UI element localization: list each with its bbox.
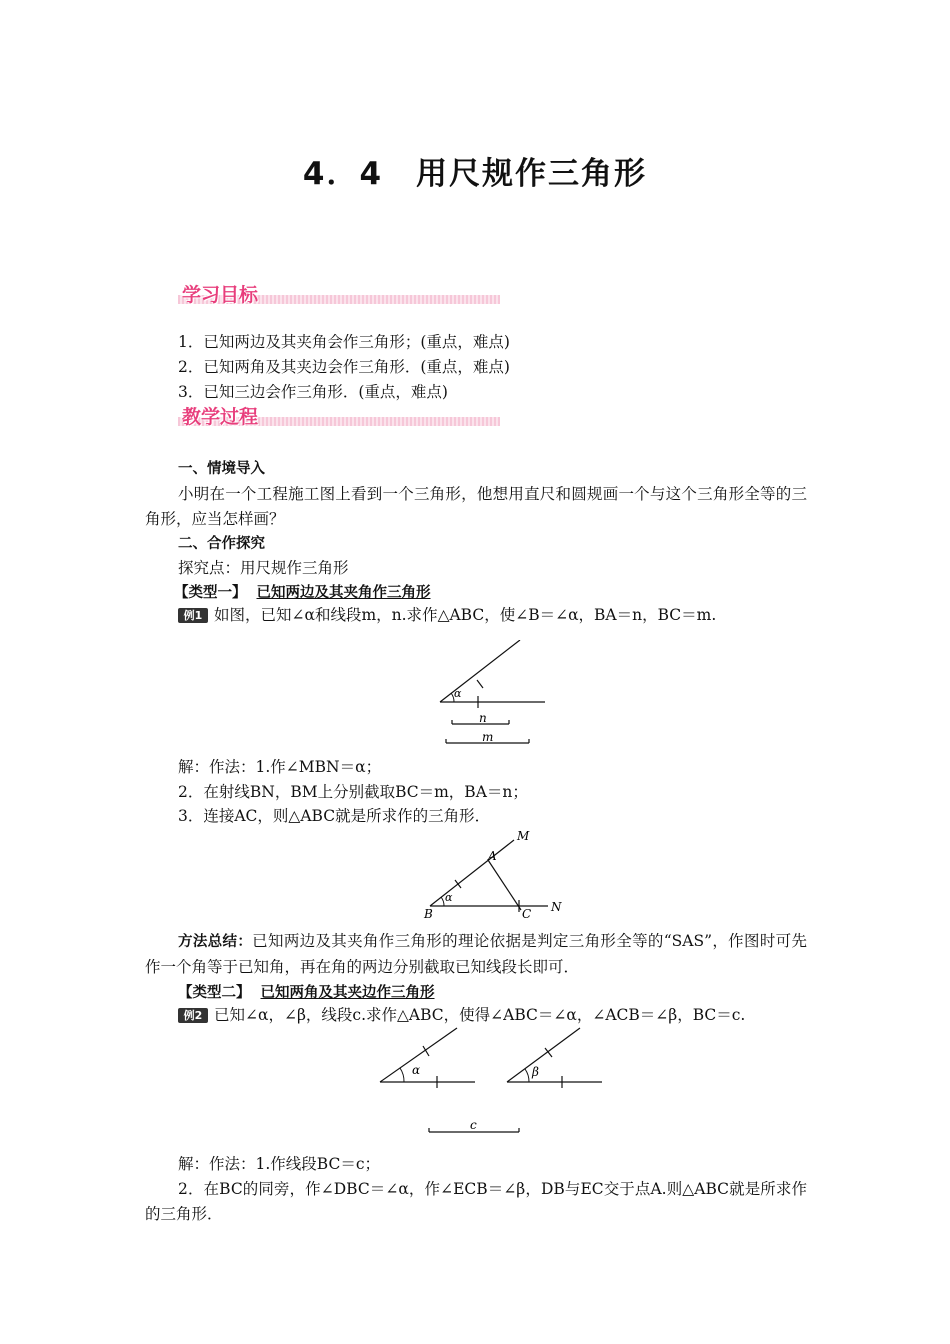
alpha-label: α bbox=[412, 1063, 421, 1077]
figure-angles-alpha-beta-segment bbox=[375, 1022, 610, 1137]
objective-item: 2．已知两角及其夹边会作三角形．(重点，难点) bbox=[178, 358, 510, 376]
angle-arc bbox=[441, 897, 444, 906]
section2-heading: 二、合作探究 bbox=[178, 536, 265, 552]
solution2-line: 2．在BC的同旁，作∠DBC＝∠α，作∠ECB＝∠β，DB与EC交于点A.则△ABC就是所求作的三角形． bbox=[145, 1180, 807, 1223]
objectives-banner-label: 学习目标 bbox=[182, 284, 259, 306]
process-banner bbox=[178, 406, 500, 428]
section1-text: 小明在一个工程施工图上看到一个三角形，他想用直尺和圆规画一个与这个三角形全等的三角形，应当怎样画？ bbox=[145, 485, 807, 528]
solution2-line: 解：作法：1.作线段BC＝c； bbox=[178, 1155, 381, 1173]
process-banner-label: 教学过程 bbox=[182, 406, 259, 428]
method-text: 已知两边及其夹角作三角形的理论依据是判定三角形全等的“SAS”，作图时可先作一个角等于已知角，再在角的两边分别截取已知线段长即可． bbox=[145, 932, 808, 976]
figure-angle-alpha-segments bbox=[430, 640, 560, 750]
vertex-label-n: N bbox=[551, 900, 562, 914]
tick-mark bbox=[477, 680, 483, 688]
angle-arc bbox=[400, 1068, 404, 1082]
type2-tag: 【类型二】 bbox=[178, 985, 251, 1001]
objectives-banner bbox=[178, 284, 500, 306]
figure-triangle-abc-sas bbox=[418, 826, 568, 922]
solution1-line: 解：作法：1.作∠MBN＝α； bbox=[178, 758, 382, 776]
angle-arc bbox=[525, 1069, 529, 1082]
alpha-label: α bbox=[445, 891, 453, 904]
angle-slant-ray bbox=[440, 640, 520, 702]
section1-heading: 一、情境导入 bbox=[178, 461, 265, 477]
type2-heading bbox=[178, 980, 435, 1005]
type1-heading bbox=[174, 580, 431, 605]
ray-bm bbox=[430, 840, 514, 906]
type2-title: 已知两角及其夹边作三角形 bbox=[260, 985, 435, 1001]
solution1-line: 3．连接AC，则△ABC就是所求作的三角形． bbox=[178, 807, 491, 825]
tick-mark bbox=[455, 880, 461, 888]
objective-item: 3．已知三边会作三角形．(重点，难点) bbox=[178, 383, 448, 401]
explore-point: 探究点：用尺规作三角形 bbox=[178, 559, 349, 577]
vertex-label-b: B bbox=[424, 907, 433, 921]
example1-badge: 例1 bbox=[178, 608, 208, 623]
type1-tag: 【类型一】 bbox=[174, 585, 247, 601]
m-label: m bbox=[482, 730, 494, 744]
type1-title: 已知两边及其夹角作三角形 bbox=[256, 585, 431, 601]
beta-slant-ray bbox=[507, 1028, 580, 1082]
page-title: 4．4 用尺规作三角形 bbox=[302, 156, 648, 192]
objective-item: 1．已知两边及其夹角会作三角形；(重点，难点) bbox=[178, 333, 510, 351]
example2-text: 已知∠α，∠β，线段c.求作△ABC，使得∠ABC＝∠α，∠ACB＝∠β，BC＝c. bbox=[214, 1006, 746, 1024]
c-label: c bbox=[470, 1118, 477, 1132]
method-label: 方法总结： bbox=[178, 934, 253, 950]
method-summary bbox=[145, 929, 807, 980]
beta-label: β bbox=[532, 1065, 539, 1079]
example2-badge: 例2 bbox=[178, 1008, 208, 1023]
vertex-label-a: A bbox=[488, 849, 497, 863]
n-label: n bbox=[479, 711, 487, 725]
vertex-label-m: M bbox=[517, 829, 530, 843]
solution1-line: 2．在射线BN，BM上分别截取BC＝m，BA＝n； bbox=[178, 783, 528, 801]
side-ac bbox=[488, 860, 521, 910]
example1 bbox=[178, 603, 716, 627]
example1-text: 如图，已知∠α和线段m，n.求作△ABC，使∠B＝∠α，BA＝n，BC＝m. bbox=[214, 606, 717, 624]
vertex-label-c: C bbox=[522, 907, 532, 921]
alpha-label: α bbox=[454, 687, 462, 700]
